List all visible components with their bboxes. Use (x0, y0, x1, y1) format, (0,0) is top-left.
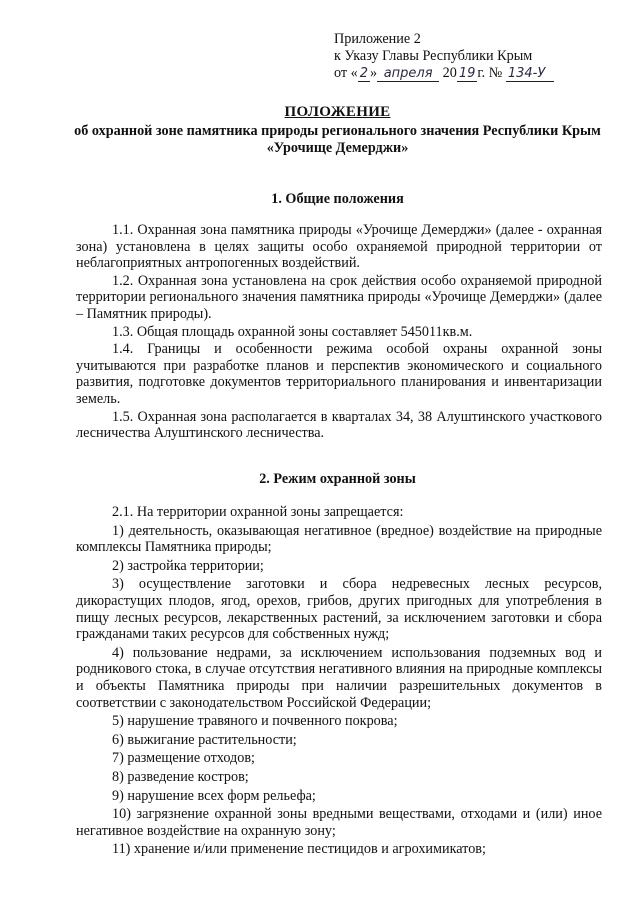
section-1-heading: 1. Общие положения (271, 191, 404, 207)
date-day-handwritten: 2 (359, 66, 369, 81)
prohibition-item-6: 6) выжигание растительности; (112, 731, 297, 748)
document-title-block (60, 104, 615, 157)
section-2-heading: 2. Режим охранной зоны (259, 471, 416, 487)
prohibition-item-4: 4) пользование недрами, за исключением использования подземных вод и родникового стока, в случае отсутствия негативного влияния на природные комплексы и объекты Памятника природы при наличии разрешительных документов в соответствии с законодательством Российской Федерации; (76, 644, 602, 711)
date-year-prefix: 20 (442, 65, 457, 81)
prohibition-item-8: 8) разведение костров; (112, 768, 249, 785)
paragraph-1-4: 1.4. Границы и особенности режима особой охраны охранной зоны учитываются при разработке планов и перспектив экономического и социального развития, подготовке документов территориального планирования и инвентаризации земель. (76, 341, 602, 407)
prohibition-item-5: 5) нарушение травяного и почвенного покрова; (112, 713, 398, 730)
prohibition-item-11: 11) хранение и/или применение пестицидов и агрохимикатов; (112, 841, 486, 858)
paragraph-1-3: 1.3. Общая площадь охранной зоны составляет 545011кв.м. (112, 323, 473, 340)
appendix-decree-ref: к Указу Главы Республики Крым (334, 48, 533, 64)
appendix-date-line (334, 65, 554, 82)
decree-number-handwritten: 134-У (506, 67, 554, 82)
document-title: ПОЛОЖЕНИЕ (284, 104, 391, 120)
paragraph-2-1-intro: 2.1. На территории охранной зоны запрещается: (112, 504, 404, 520)
appendix-header (334, 31, 554, 82)
paragraph-1-1: 1.1. Охранная зона памятника природы «Урочище Демерджи» (далее - охранная зона) установлена в целях защиты особо охраняемой природной территории от неблагоприятных антропогенных воздействий. (76, 222, 602, 272)
prohibition-item-2: 2) застройка территории; (112, 557, 264, 574)
section-1-body (76, 222, 602, 442)
prohibition-item-3: 3) осуществление заготовки и сбора недревесных лесных ресурсов, дикорастущих плодов, ягод, орехов, грибов, других пригодных для употребления в пищу лесных ресурсов, лекарственных растений, за исключением заготовки и сбора гражданами таких ресурсов для собственных нужд; (76, 576, 602, 643)
paragraph-1-5: 1.5. Охранная зона располагается в кварталах 34, 38 Алуштинского участкового лесничества Алуштинского лесничества. (76, 408, 602, 442)
appendix-number: Приложение 2 (334, 31, 421, 47)
date-mid: » (370, 65, 378, 81)
section-2-body (76, 504, 602, 860)
date-year-handwritten: 19 (458, 66, 476, 81)
prohibition-item-1: 1) деятельность, оказывающая негативное (вредное) воздействие на природные комплексы Памятника природы; (76, 522, 602, 556)
prohibition-item-9: 9) нарушение всех форм рельефа; (112, 787, 316, 804)
document-subtitle: об охранной зоне памятника природы регионального значения Республики Крым «Урочище Демерджи» (74, 123, 601, 156)
paragraph-1-2: 1.2. Охранная зона установлена на срок действия особо охраняемой природной территории регионального значения памятника природы «Урочище Демерджи» (далее – Памятник природы). (76, 272, 602, 322)
date-month-handwritten: апреля (377, 67, 439, 82)
date-prefix: от « (334, 65, 358, 81)
prohibition-item-10: 10) загрязнение охранной зоны вредными веществами, отходами и (или) иное негативное воздействие на охранную зону; (76, 806, 602, 839)
date-year-suffix: г. № (477, 65, 503, 81)
prohibition-item-7: 7) размещение отходов; (112, 750, 255, 767)
